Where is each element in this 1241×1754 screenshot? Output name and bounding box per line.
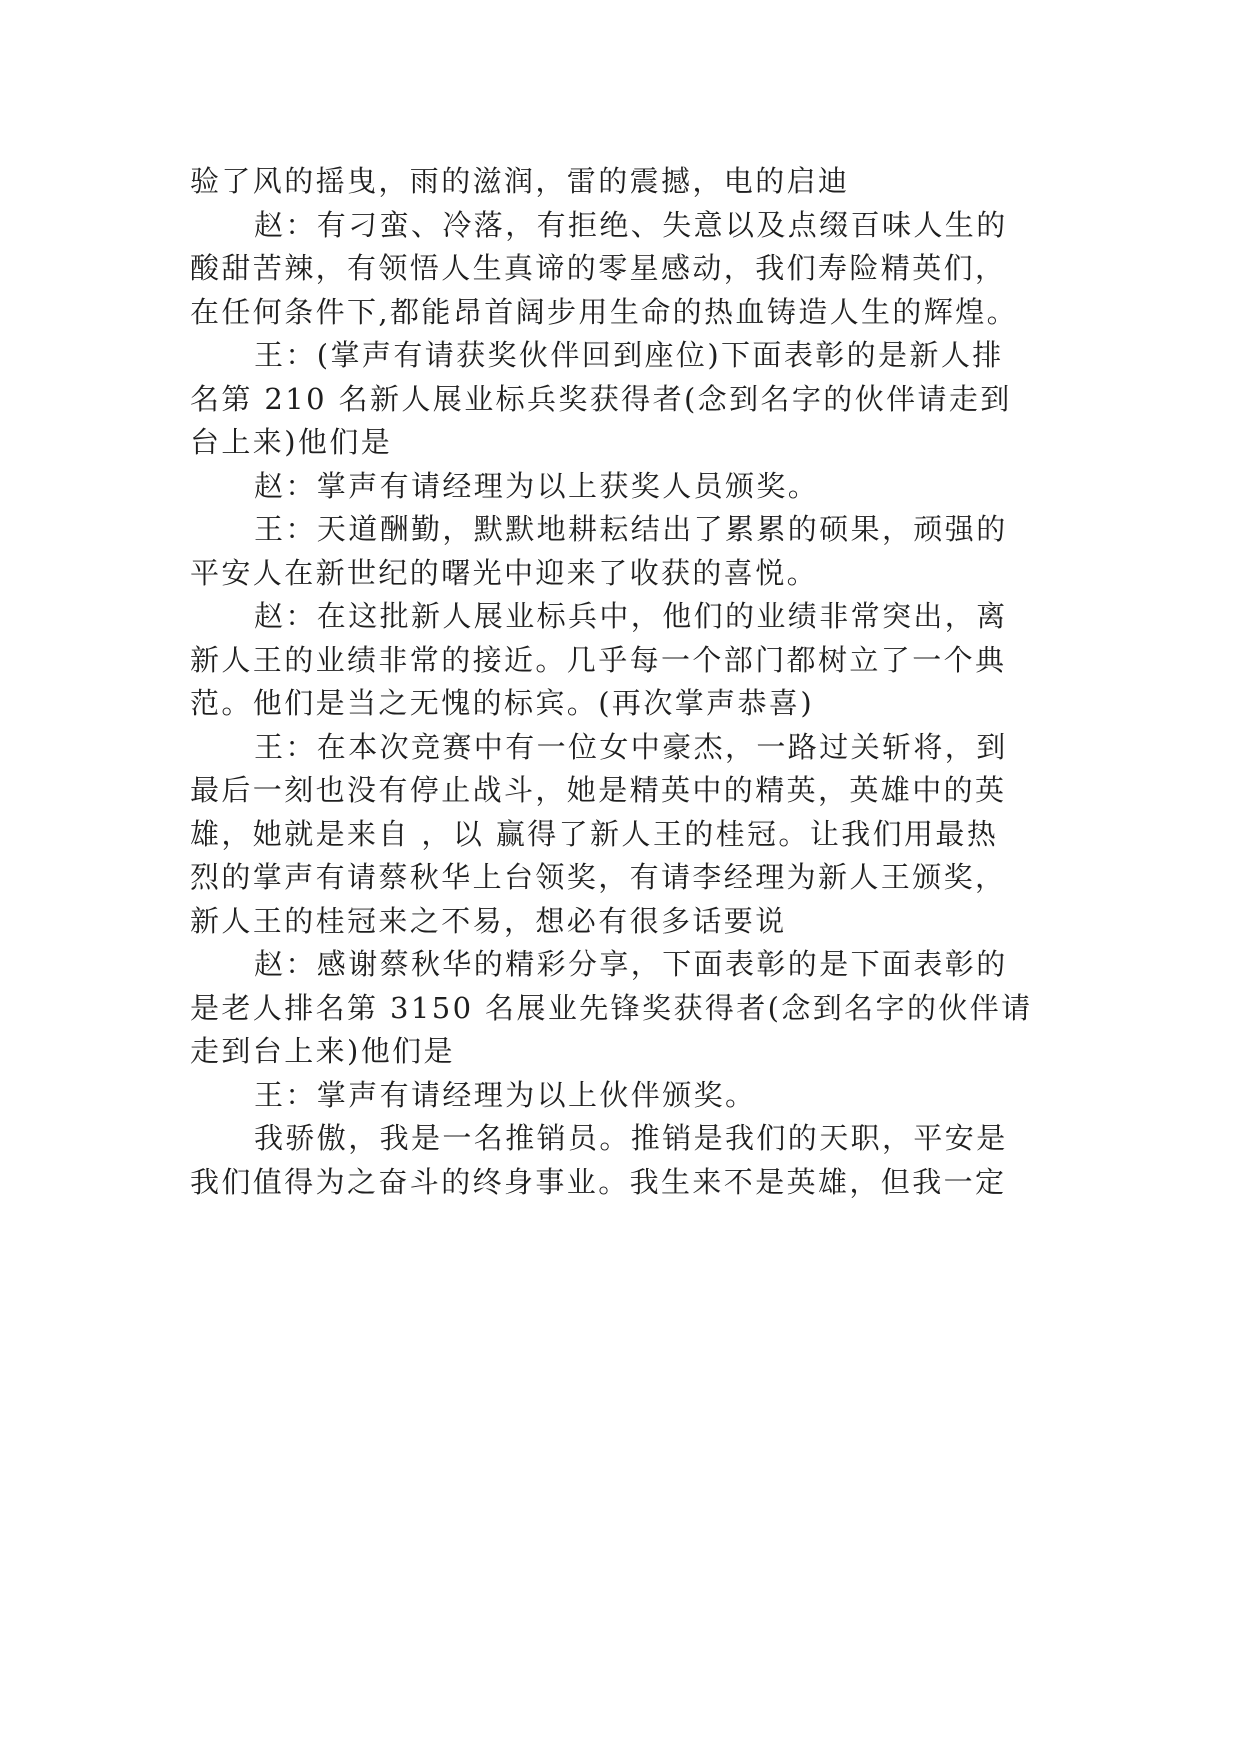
paragraph-line: 我们值得为之奋斗的终身事业。我生来不是英雄，但我一定 [190,1164,1007,1199]
paragraph-line: 验了风的摇曳，雨的滋润，雷的震撼，电的启迪 [190,164,850,198]
paragraph-line: 是老人排名第 3150 名展业先锋奖获得者(念到名字的伙伴请 [190,990,1033,1025]
paragraph-line: 在任何条件下,都能昂首阔步用生命的热血铸造人生的辉煌。 [190,294,1019,329]
paragraph-line: 台上来)他们是 [190,425,393,459]
paragraph-line: 新人王的桂冠来之不易，想必有很多话要说 [190,903,787,938]
paragraph-line: 走到台上来)他们是 [190,1034,455,1068]
paragraph-line: 最后一刻也没有停止战斗，她是精英中的精英，英雄中的英 [190,773,1007,807]
paragraph-line: 雄，她就是来自 ，以 赢得了新人王的桂冠。让我们用最热 [190,816,999,851]
paragraph-line: 赵：掌声有请经理为以上获奖人员颁奖。 [254,468,820,503]
paragraph-line: 范。他们是当之无愧的标宾。(再次掌声恭喜) [190,686,815,720]
paragraph-line: 赵：在这批新人展业标兵中，他们的业绩非常突出，离 [254,599,1008,633]
paragraph-line: 我骄傲，我是一名推销员。推销是我们的天职，平安是 [254,1121,1008,1155]
paragraph-line: 名第 210 名新人展业标兵奖获得者(念到名字的伙伴请走到 [190,381,1012,416]
paragraph-line: 平安人在新世纪的曙光中迎来了收获的喜悦。 [190,555,819,590]
paragraph-line: 王：天道酬勤，默默地耕耘结出了累累的硕果，顽强的 [254,512,1008,546]
paragraph-line: 烈的掌声有请蔡秋华上台领奖，有请李经理为新人王颁奖， [190,860,1007,894]
paragraph-line: 酸甜苦辣，有领悟人生真谛的零星感动，我们寿险精英们， [190,251,1007,285]
paragraph-line: 王：(掌声有请获奖伙伴回到座位)下面表彰的是新人排 [254,338,1004,372]
paragraph-line: 赵：感谢蔡秋华的精彩分享，下面表彰的是下面表彰的 [254,947,1008,981]
paragraph-line: 王：掌声有请经理为以上伙伴颁奖。 [254,1077,757,1112]
paragraph-line: 王：在本次竞赛中有一位女中豪杰，一路过关斩将，到 [254,729,1008,764]
document-body [190,160,1070,1204]
paragraph-line: 赵：有刁蛮、冷落，有拒绝、失意以及点缀百味人生的 [254,207,1008,242]
paragraph-line: 新人王的业绩非常的接近。几乎每一个部门都树立了一个典 [190,642,1007,677]
